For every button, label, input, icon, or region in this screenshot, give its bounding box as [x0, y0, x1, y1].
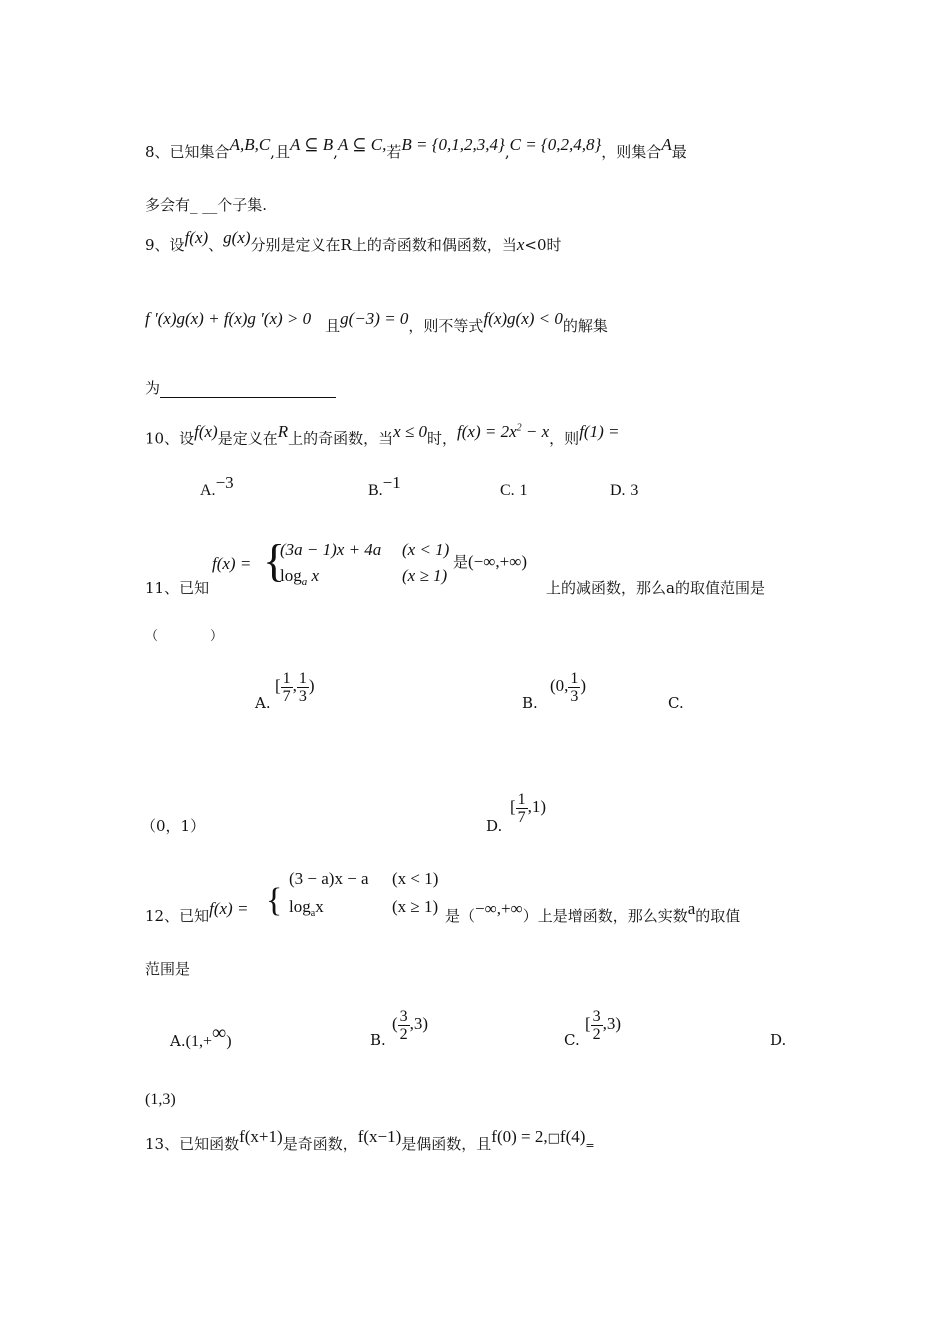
q12-cond-1 — [392, 869, 438, 889]
q9-text: 设 — [169, 236, 185, 254]
q12-line-1-tail — [445, 899, 741, 926]
q11-option-a[interactable] — [275, 666, 315, 706]
bracket: [ — [275, 676, 281, 695]
q13-math-f0: f(0) = 2, — [491, 1127, 548, 1146]
log-base: a — [301, 576, 308, 588]
q12-option-d-label[interactable]: D. — [770, 1031, 787, 1049]
q11-option-b[interactable] — [550, 666, 586, 706]
q12-option-a[interactable] — [170, 1022, 232, 1052]
question-11-line-1 — [145, 578, 209, 598]
q8-math-subset-b: A ⊆ B — [289, 135, 334, 154]
q11-option-b-label[interactable]: B. — [522, 694, 538, 712]
left-brace-icon: { — [266, 882, 283, 919]
option-label: D. — [610, 482, 626, 499]
q11-interval — [453, 552, 527, 572]
infinity: ∞ — [211, 1022, 227, 1044]
q11-fx — [212, 554, 251, 574]
q9-text: 为 — [145, 379, 161, 397]
bracket: (0, — [550, 676, 569, 695]
question-13-line-1 — [145, 1127, 595, 1156]
q12-option-d-value[interactable]: (1,3) — [145, 1091, 176, 1108]
q8-text: , — [333, 143, 338, 161]
q11-option-d-label[interactable]: D. — [486, 817, 503, 835]
numerator: 1 — [282, 669, 291, 687]
q10-option-a[interactable] — [200, 473, 234, 501]
option-value: −3 — [215, 473, 234, 492]
denominator: 3 — [570, 687, 579, 705]
formula-part: − x — [521, 421, 550, 441]
log: log — [280, 566, 302, 585]
log: log — [289, 897, 311, 916]
q8-math-set-c: C = {0,2,4,8} — [509, 135, 602, 154]
denominator: 3 — [298, 687, 307, 705]
q12-case-1 — [289, 869, 369, 889]
fraction — [591, 1008, 603, 1043]
question-12-line-2: 范围是 — [145, 960, 191, 978]
question-8-line-2: 多会有_ __个子集. — [145, 196, 268, 214]
numerator: 3 — [592, 1007, 601, 1025]
q9-text: 、 — [208, 236, 224, 254]
q13-text: 是偶函数，且 — [401, 1135, 492, 1153]
fraction — [516, 791, 528, 826]
q12-text: 是（ — [445, 907, 476, 925]
bracket: ) — [580, 676, 587, 695]
q10-option-d[interactable] — [610, 480, 638, 501]
q11-text: 是 — [453, 553, 469, 571]
q13-math-f-minus: f(x−1) — [357, 1127, 402, 1146]
question-number: 8、 — [145, 143, 170, 161]
question-number: 11、 — [145, 579, 180, 597]
question-number: 10、 — [145, 429, 180, 448]
question-12-line-1 — [145, 899, 249, 926]
q11-cond-1 — [402, 540, 449, 560]
numerator: 1 — [570, 669, 579, 687]
bracket: ,1) — [527, 797, 547, 816]
bracket: [ — [585, 1014, 591, 1033]
q9-text: 且 — [325, 317, 341, 335]
q10-text: ，则 — [549, 429, 580, 448]
bracket: ,3) — [602, 1014, 622, 1033]
bracket: ) — [308, 676, 315, 695]
missing-glyph-box: □ — [547, 1131, 560, 1146]
fraction — [568, 670, 580, 705]
question-number: 9、 — [145, 236, 170, 254]
piecewise-lhs: f(x) = — [212, 554, 252, 573]
q12-text: 的取值 — [695, 907, 741, 925]
option-value: 3 — [630, 482, 639, 499]
q13-math-f4: f(4) — [559, 1127, 586, 1146]
numerator: 1 — [517, 790, 526, 808]
q10-option-b[interactable] — [368, 473, 401, 501]
question-8-line-1 — [145, 135, 687, 162]
answer-blank[interactable] — [160, 381, 336, 398]
denominator: 7 — [282, 687, 291, 705]
bracket: ) — [226, 1033, 232, 1050]
piecewise-lhs: f(x) = — [209, 899, 249, 918]
q12-option-c-label[interactable]: C. — [564, 1031, 580, 1049]
q8-text: 若 — [386, 143, 402, 161]
case-expression: (3 − a)x − a — [289, 869, 369, 888]
q10-math-formula — [457, 422, 549, 441]
q12-option-b-label[interactable]: B. — [370, 1031, 386, 1049]
q9-text: <0时 — [524, 236, 562, 254]
q8-text: ，则集合 — [601, 143, 662, 161]
question-10-line-1 — [145, 421, 620, 449]
q11-case-2 — [280, 566, 319, 592]
q9-text: 分别是定义在R上的奇函数和偶函数，当 — [250, 236, 517, 254]
q11-case-1 — [280, 540, 381, 560]
q12-case-2 — [289, 897, 324, 924]
numerator: 1 — [298, 669, 307, 687]
formula-part: f(x) = 2x — [457, 421, 517, 441]
left-brace-icon: { — [263, 535, 286, 586]
option-label: A. — [200, 482, 216, 499]
q8-math-set-b: B = {0,1,2,3,4} — [401, 135, 505, 154]
bracket: [ — [510, 797, 516, 816]
q12-option-c[interactable] — [585, 1004, 621, 1044]
denominator: 7 — [517, 808, 526, 826]
q13-math-f-plus: f(x+1) — [239, 1127, 283, 1146]
q11-option-c-label[interactable]: C. — [668, 694, 684, 712]
question-9-line-3 — [145, 378, 336, 398]
q10-math-f1: f(1) = — [579, 421, 620, 441]
fraction — [297, 670, 309, 705]
q9-math-derivative: f '(x)g(x) + f(x)g '(x) > 0 — [145, 309, 312, 328]
q10-text: 上的奇函数，当 — [288, 429, 394, 448]
question-number: 13、 — [145, 1135, 180, 1153]
separator: , — [292, 676, 297, 695]
q9-math-x: x — [516, 235, 525, 254]
fraction — [398, 1008, 410, 1043]
q8-text: 最 — [671, 143, 687, 161]
q11-option-d[interactable] — [510, 787, 546, 827]
q12-cond-2 — [392, 897, 438, 917]
q11-cond-2 — [402, 566, 447, 586]
q8-math-sets: A,B,C — [229, 135, 271, 154]
q9-math-g-value: g(−3) = 0 — [340, 309, 409, 328]
formula-exponent: 2 — [516, 422, 522, 433]
q10-math-r: R — [277, 421, 289, 441]
q9-math-inequality: f(x)g(x) < 0 — [483, 309, 563, 328]
case-condition: (x ≥ 1) — [392, 897, 439, 916]
q10-text: 设 — [179, 429, 195, 448]
interval: −∞,+∞ — [475, 899, 523, 918]
bracket: ( — [392, 1014, 398, 1033]
q12-math-a: a — [687, 899, 696, 918]
case-condition: (x < 1) — [392, 869, 439, 888]
q8-text: 已知集合 — [169, 143, 230, 161]
q13-text: 是奇函数， — [282, 1135, 358, 1153]
q11-text: 已知 — [179, 579, 210, 597]
denominator: 2 — [399, 1025, 408, 1043]
q9-text: 的解集 — [562, 317, 608, 335]
q11-text-tail: 上的减函数，那么a的取值范围是 — [546, 579, 765, 597]
q10-option-c[interactable] — [500, 480, 527, 501]
q13-text: = — [585, 1139, 595, 1152]
case-expression: x — [315, 897, 324, 916]
q8-text: , — [504, 143, 510, 161]
q10-math-f: f(x) — [194, 421, 218, 441]
q12-text: 已知 — [179, 907, 210, 925]
q12-option-b[interactable] — [392, 1004, 428, 1044]
question-9-line-1 — [145, 228, 562, 255]
q8-math-a: A — [661, 135, 672, 154]
q11-option-c-value[interactable]: （0，1） — [141, 817, 206, 835]
interval: (−∞,+∞) — [468, 552, 528, 571]
bracket: ,3) — [409, 1014, 429, 1033]
q9-math-g: g(x) — [223, 228, 251, 247]
q10-text: 时， — [427, 429, 458, 448]
fraction — [281, 670, 293, 705]
case-expression: x — [307, 566, 320, 585]
case-condition: (x ≥ 1) — [402, 566, 448, 585]
case-condition: (x < 1) — [402, 540, 450, 559]
option-value: 1 — [519, 482, 528, 499]
answer-parentheses[interactable]: （ ） — [145, 629, 224, 644]
option-label: A. — [170, 1032, 186, 1050]
q13-text: 已知函数 — [179, 1135, 240, 1153]
option-value: −1 — [382, 473, 401, 492]
denominator: 2 — [592, 1025, 601, 1043]
q8-text: ,且 — [270, 143, 290, 161]
q11-option-a-label[interactable]: A. — [255, 694, 271, 712]
question-9-line-2 — [145, 309, 608, 336]
option-label: C. — [500, 482, 515, 499]
numerator: 3 — [399, 1007, 408, 1025]
option-label: B. — [368, 482, 383, 499]
q9-text: ，则不等式 — [408, 317, 484, 335]
log-base: a — [310, 908, 316, 919]
q8-math-subset-c: A ⊆ C, — [337, 135, 387, 154]
question-number: 12、 — [145, 907, 180, 925]
q10-math-cond: x ≤ 0 — [393, 421, 428, 441]
q9-math-f: f(x) — [184, 228, 209, 247]
q10-text: 是定义在 — [217, 429, 278, 448]
option-value: (1,+ — [185, 1033, 212, 1050]
q12-text: ）上是增函数，那么实数 — [522, 907, 688, 925]
case-expression: (3a − 1)x + 4a — [280, 540, 382, 559]
